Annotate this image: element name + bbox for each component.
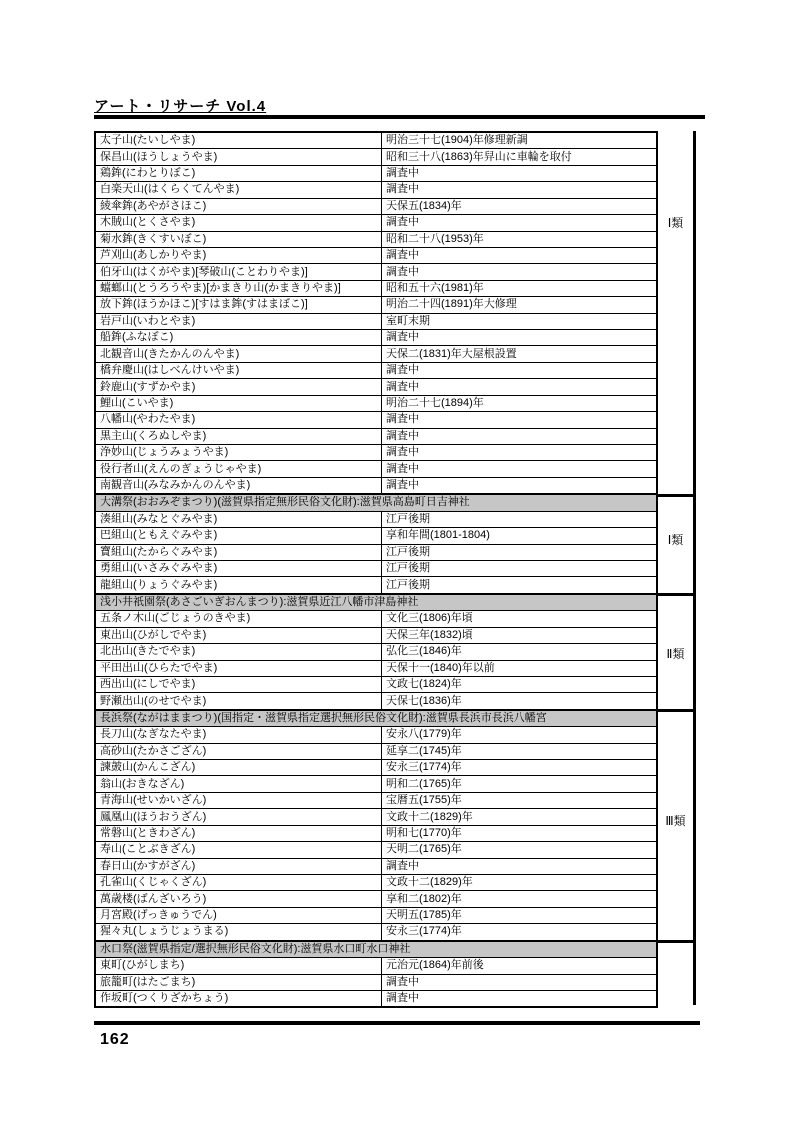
class-bracket-tick (657, 940, 696, 943)
float-name-cell: 北出山(きたでやま) (96, 644, 382, 659)
table-row (96, 792, 656, 808)
table-row (96, 395, 656, 411)
float-name-cell: 役行者山(えんのぎょうじゃやま) (96, 461, 382, 476)
table-row (96, 214, 656, 230)
float-name-cell: 太子山(たいしやま) (96, 133, 382, 148)
date-cell: 調査中 (386, 183, 419, 196)
date-cell: 調査中 (386, 975, 419, 988)
float-name-cell: 春日山(かすがざん) (96, 859, 382, 874)
date-cell: 享和年間(1801-1804) (386, 529, 490, 542)
date-cell: 調査中 (386, 446, 419, 459)
table-row (96, 643, 656, 659)
table-row (96, 957, 656, 973)
date-cell: 調査中 (386, 479, 419, 492)
float-name-cell: 南観音山(みなみかんのんやま) (96, 478, 382, 493)
table-row (96, 907, 656, 923)
table-row (96, 890, 656, 906)
class-bracket-line (693, 131, 696, 1005)
table-row (96, 743, 656, 759)
table-row (96, 181, 656, 197)
class-label-omizo: Ⅰ類 (667, 533, 684, 547)
date-cell: 文化三(1806)年頃 (386, 612, 473, 625)
table-row (96, 527, 656, 543)
date-cell: 調査中 (386, 859, 419, 872)
table-row (96, 378, 656, 394)
date-cell: 明治二十四(1891)年大修理 (386, 298, 517, 311)
float-name-cell: 菊水鉾(きくすいぼこ) (96, 232, 382, 247)
table-row (96, 841, 656, 857)
float-name-cell: 浄妙山(じょうみょうやま) (96, 445, 382, 460)
date-cell: 江戸後期 (386, 512, 430, 525)
table-row (96, 247, 656, 263)
float-name-cell: 青海山(せいかいざん) (96, 793, 382, 808)
float-name-cell: 北観音山(きたかんのんやま) (96, 346, 382, 361)
table-row (96, 411, 656, 427)
section-header-row: 浅小井祇園祭(あさごいぎおんまつり):滋賀県近江八幡市津島神社 (96, 593, 656, 610)
float-name-cell: 芦刈山(あしかりやま) (96, 248, 382, 263)
float-name-cell: 五条ノ木山(ごじょうのきやま) (96, 611, 382, 626)
footer-rule (94, 1021, 700, 1025)
float-name-cell: 寶組山(たからぐみやま) (96, 545, 382, 560)
table-row (96, 544, 656, 560)
float-name-cell: 保昌山(ほうしょうやま) (96, 149, 382, 164)
float-name-cell: 高砂山(たかさござん) (96, 744, 382, 759)
table-row (96, 759, 656, 775)
date-cell: 調査中 (386, 429, 419, 442)
float-name-cell: 月宮殿(げっきゅうでん) (96, 908, 382, 923)
table-row (96, 560, 656, 576)
float-name-cell: 諫皷山(かんこざん) (96, 760, 382, 775)
table-row (96, 477, 656, 493)
table-row (96, 676, 656, 692)
table-row (96, 165, 656, 181)
date-cell: 昭和五十六(1981)年 (386, 282, 484, 294)
table-row (96, 198, 656, 214)
float-name-cell: 鳳凰山(ほうおうざん) (96, 809, 382, 824)
table-row (96, 923, 656, 939)
float-name-cell: 八幡山(やわたやま) (96, 412, 382, 427)
date-cell: 文政十二(1829)年 (386, 876, 473, 889)
date-cell: 元治元(1864)年前後 (386, 959, 484, 972)
table-row (96, 858, 656, 874)
float-name-cell: 龍組山(りょうぐみやま) (96, 577, 382, 592)
float-name-cell: 巴組山(ともえぐみやま) (96, 528, 382, 543)
table-row (96, 133, 656, 148)
class-label-nagahama: Ⅲ類 (665, 814, 686, 828)
table-row (96, 990, 656, 1006)
date-cell: 天保十一(1840)年以前 (386, 661, 495, 674)
table-row (96, 627, 656, 643)
section-header-row: 大溝祭(おおみぞまつり)(滋賀県指定無形民俗文化財):滋賀県高島町日吉神社 (96, 493, 656, 510)
date-cell: 江戸後期 (386, 578, 430, 591)
float-name-cell: 橋弁慶山(はしべんけいやま) (96, 363, 382, 378)
table-row (96, 231, 656, 247)
class-bracket-tick (657, 593, 696, 596)
journal-title: アート・リサーチ Vol.4 (94, 98, 267, 115)
table-row (96, 808, 656, 824)
date-cell: 明治三十七(1904)年修理新調 (386, 134, 528, 147)
float-name-cell: 綾傘鉾(あやがさほこ) (96, 199, 382, 214)
float-name-cell: 猩々丸(しょうじょうまる) (96, 924, 382, 939)
date-cell: 調査中 (386, 265, 419, 278)
header-rule (94, 115, 705, 119)
float-name-cell: 船鉾(ふなぼこ) (96, 330, 382, 345)
float-name-cell: 勇組山(いさみぐみやま) (96, 561, 382, 576)
float-name-cell: 放下鉾(ほうかほこ)[すはま鉾(すはまぼこ)] (96, 297, 382, 312)
table-row (96, 511, 656, 527)
table-row (96, 428, 656, 444)
date-cell: 調査中 (386, 992, 419, 1005)
date-cell: 江戸後期 (386, 545, 430, 558)
date-cell: 天保五(1834)年 (386, 199, 462, 212)
float-name-cell: 野瀬出山(のせでやま) (96, 693, 382, 708)
table-row (96, 148, 656, 164)
float-name-cell: 伯牙山(はくがやま)[琴破山(ことわりやま)] (96, 264, 382, 279)
date-cell: 宝暦五(1755)年 (386, 794, 462, 807)
date-cell: 調査中 (386, 167, 419, 180)
date-cell: 室町末期 (386, 314, 430, 327)
date-cell: 調査中 (386, 331, 419, 344)
date-cell: 明和七(1770)年 (386, 826, 462, 839)
class-label-asagoi: Ⅱ類 (666, 647, 685, 661)
float-name-cell: 東町(ひがしまち) (96, 958, 382, 973)
table-row (96, 726, 656, 742)
float-name-cell: 平田出山(ひらたでやま) (96, 661, 382, 676)
date-cell: 文政七(1824)年 (386, 678, 462, 691)
table-row (96, 576, 656, 592)
date-cell: 江戸後期 (386, 562, 430, 575)
date-cell: 弘化三(1846)年 (386, 645, 462, 658)
page-number: 162 (100, 1031, 130, 1048)
float-name-cell: 湊組山(みなとぐみやま) (96, 512, 382, 527)
float-name-cell: 長刀山(なぎなたやま) (96, 727, 382, 742)
table-row (96, 974, 656, 990)
float-name-cell: 岩戸山(いわとやま) (96, 314, 382, 329)
date-cell: 享和二(1802)年 (386, 892, 462, 905)
table-row (96, 444, 656, 460)
table-row (96, 296, 656, 312)
float-name-cell: 鈴鹿山(すずかやま) (96, 379, 382, 394)
date-cell: 天明二(1765)年 (386, 843, 462, 856)
date-cell: 調査中 (386, 462, 419, 475)
table-row (96, 825, 656, 841)
date-cell: 天保二(1831)年大屋根設置 (386, 347, 517, 360)
table-row (96, 775, 656, 791)
floats-table (94, 131, 658, 1008)
date-cell: 文政十二(1829)年 (386, 810, 473, 823)
date-cell: 調査中 (386, 249, 419, 262)
section-header-row: 水口祭(滋賀県指定/選択無形民俗文化財):滋賀県水口町水口神社 (96, 940, 656, 957)
float-name-cell: 黒主山(くろぬしやま) (96, 429, 382, 444)
date-cell: 昭和三十八(1863)年舁山に車輪を取付 (386, 150, 572, 163)
class-bracket-tick (657, 494, 696, 497)
float-name-cell: 蟷螂山(とうろうやま)[かまきり山(かまきりやま)] (96, 281, 382, 296)
table-row (96, 313, 656, 329)
float-name-cell: 孔雀山(くじゃくざん) (96, 875, 382, 890)
table-row (96, 280, 656, 296)
float-name-cell: 常磐山(ときわざん) (96, 826, 382, 841)
date-cell: 天明五(1785)年 (386, 909, 462, 922)
table-row (96, 329, 656, 345)
float-name-cell: 木賊山(とくさやま) (96, 215, 382, 230)
table-row (96, 460, 656, 476)
date-cell: 天保七(1836)年 (386, 694, 462, 707)
float-name-cell: 萬歳楼(ばんざいろう) (96, 891, 382, 906)
float-name-cell: 作坂町(つくりざかちょう) (96, 991, 382, 1006)
section-header-row: 長浜祭(ながはままつり)(国指定・滋賀県指定選択無形民俗文化財):滋賀県長浜市長浜八幡宮 (96, 709, 656, 726)
date-cell: 安永三(1774)年 (386, 761, 462, 774)
float-name-cell: 東出山(ひがしでやま) (96, 628, 382, 643)
date-cell: 明和二(1765)年 (386, 777, 462, 790)
date-cell: 安永八(1779)年 (386, 728, 462, 741)
float-name-cell: 旅籠町(はたごまち) (96, 975, 382, 990)
table-row (96, 362, 656, 378)
class-bracket-tick (657, 709, 696, 712)
date-cell: 調査中 (386, 380, 419, 393)
date-cell: 延享二(1745)年 (386, 744, 462, 757)
table-row (96, 345, 656, 361)
table-row (96, 263, 656, 279)
float-name-cell: 鶏鉾(にわとりぼこ) (96, 166, 382, 181)
float-name-cell: 白楽天山(はくらくてんやま) (96, 182, 382, 197)
table-row (96, 874, 656, 890)
table-row (96, 660, 656, 676)
table-row (96, 610, 656, 626)
date-cell: 安永三(1774)年 (386, 925, 462, 938)
class-label-gion: Ⅰ類 (667, 216, 684, 230)
date-cell: 調査中 (386, 364, 419, 377)
float-name-cell: 西出山(にしでやま) (96, 677, 382, 692)
date-cell: 明治二十七(1894)年 (386, 396, 484, 409)
date-cell: 調査中 (386, 413, 419, 426)
table-row (96, 692, 656, 708)
float-name-cell: 鯉山(こいやま) (96, 396, 382, 411)
date-cell: 昭和二十八(1953)年 (386, 232, 484, 245)
date-cell: 天保三年(1832)頃 (386, 628, 473, 641)
float-name-cell: 翁山(おきなざん) (96, 776, 382, 791)
float-name-cell: 寿山(ことぶきざん) (96, 842, 382, 857)
date-cell: 調査中 (386, 216, 419, 229)
